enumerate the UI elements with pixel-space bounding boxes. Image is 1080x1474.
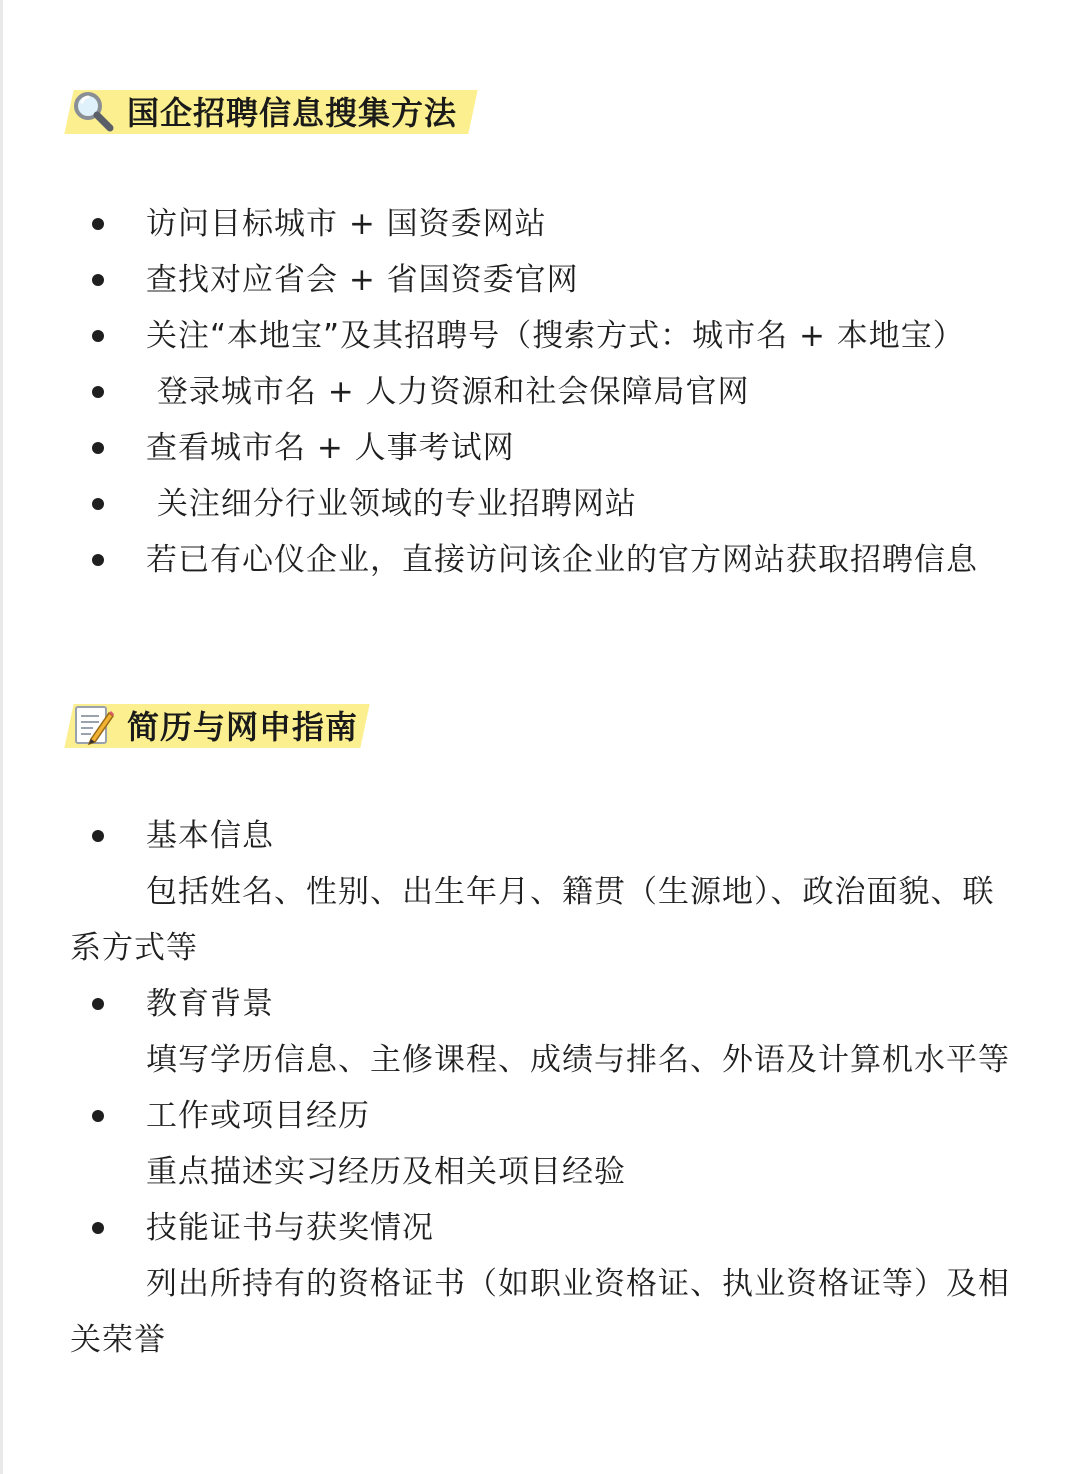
list-item: 查找对应省会 + 省国资委官网: [3, 252, 1080, 308]
section-heading-recruitment-info: [65, 88, 457, 134]
recruitment-methods-list: [3, 196, 1080, 588]
bullet-icon: [92, 274, 104, 286]
list-item-detail: 重点描述实习经历及相关项目经验: [146, 1154, 626, 1190]
bullet-icon: [92, 830, 104, 842]
list-item-detail: 包括姓名、性别、出生年月、籍贯（生源地）、政治面貌、联系方式等: [70, 874, 995, 966]
section-title: 简历与网申指南: [127, 708, 359, 746]
memo-icon: [71, 703, 115, 747]
list-item-detail: 填写学历信息、主修课程、成绩与排名、外语及计算机水平等: [146, 1042, 1010, 1078]
list-item: 关注“本地宝”及其招聘号（搜索方式：城市名 + 本地宝）: [3, 308, 1080, 364]
resume-guide-list: [3, 808, 1080, 1368]
list-item: 教育背景: [3, 976, 1080, 1032]
list-item: 若已有心仪企业，直接访问该企业的官方网站获取招聘信息: [3, 532, 1080, 588]
list-item: 技能证书与获奖情况: [3, 1200, 1080, 1256]
bullet-icon: [92, 1222, 104, 1234]
bullet-icon: [92, 442, 104, 454]
list-item: 关注细分行业领域的专业招聘网站: [3, 476, 1080, 532]
list-item: 工作或项目经历: [3, 1088, 1080, 1144]
list-item: 登录城市名 + 人力资源和社会保障局官网: [3, 364, 1080, 420]
section-title: 国企招聘信息搜集方法: [127, 94, 458, 132]
list-item: 查看城市名 + 人事考试网: [3, 420, 1080, 476]
list-item: 基本信息: [3, 808, 1080, 864]
list-item-detail: 列出所持有的资格证书（如职业资格证、执业资格证等）及相关荣誉: [70, 1266, 1010, 1358]
bullet-icon: [92, 386, 104, 398]
bullet-icon: [92, 1110, 104, 1122]
bullet-icon: [92, 330, 104, 342]
bullet-icon: [92, 498, 104, 510]
bullet-icon: [92, 998, 104, 1010]
bullet-icon: [92, 218, 104, 230]
section-heading-resume-guide: [65, 702, 358, 748]
list-item: 访问目标城市 + 国资委网站: [3, 196, 1080, 252]
bullet-icon: [92, 554, 104, 566]
magnifier-icon: [71, 89, 115, 133]
